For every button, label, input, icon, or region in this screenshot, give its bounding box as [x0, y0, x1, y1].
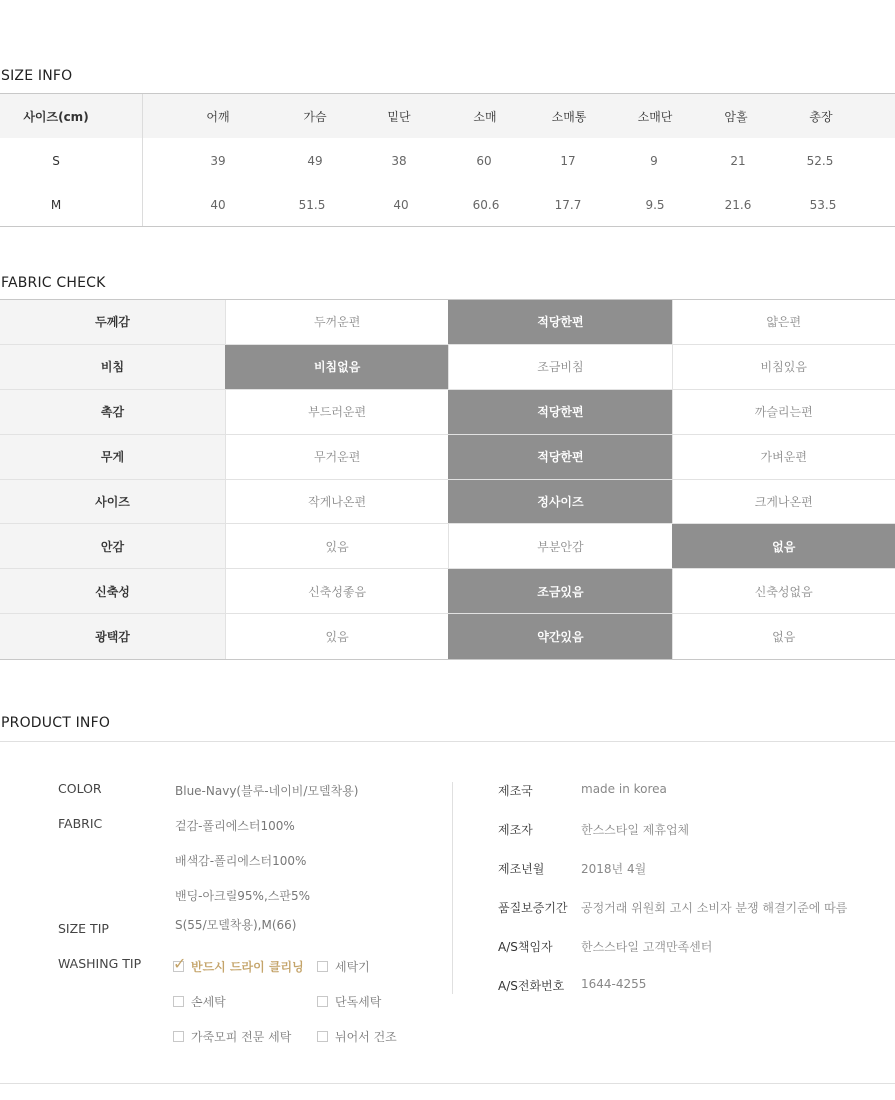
size-tip-label: SIZE TIP: [58, 921, 109, 936]
washing-option-label: 뉘어서 건조: [335, 1030, 397, 1044]
size-col-header: 어깨: [206, 109, 230, 124]
fabric-option: 작게나온편: [225, 480, 448, 524]
fabric-option: 까슬리는편: [672, 390, 895, 434]
fabric-option-selected: 적당한편: [448, 435, 671, 479]
size-value: 53.5: [809, 198, 837, 212]
size-value: 60.6: [472, 198, 500, 212]
size-value: 40: [393, 198, 409, 212]
size-value: 39: [210, 154, 226, 168]
size-values: [143, 184, 895, 226]
fabric-option-selected: 없음: [672, 524, 895, 568]
checkbox-icon: [317, 996, 328, 1007]
detail-label: 제조국: [498, 784, 533, 798]
fabric-option-selected: 비침없음: [225, 345, 448, 389]
color-value: Blue-Navy(블루-네이비/모델착용): [175, 784, 359, 798]
size-table: [0, 93, 895, 227]
size-table-header: [0, 94, 895, 138]
size-value: 49: [307, 154, 323, 168]
fabric-option-selected: 적당한편: [448, 300, 671, 344]
detail-value: 2018년 4월: [581, 862, 647, 876]
size-value: 60: [476, 154, 492, 168]
size-col-header: 소매단: [637, 109, 673, 124]
fabric-row-label: 광택감: [0, 614, 225, 659]
fabric-row-label: 비침: [0, 345, 225, 389]
size-col-header: 소매통: [551, 109, 587, 124]
size-row-s: [0, 138, 895, 184]
size-col-header: 총장: [809, 109, 833, 124]
fabric-check-title: FABRIC CHECK: [1, 275, 106, 291]
washing-option-machine: [317, 958, 370, 975]
size-tip-value: S(55/모델착용),M(66): [175, 918, 297, 932]
fabric-option: 있음: [225, 614, 448, 659]
size-header-cell: 사이즈(cm): [0, 94, 143, 138]
fabric-option-selected: 조금있음: [448, 569, 671, 613]
size-value: 21.6: [724, 198, 752, 212]
washing-option-label: 가죽모피 전문 세탁: [191, 1030, 292, 1044]
washing-option-label: 손세탁: [191, 995, 226, 1009]
fabric-row: [0, 569, 895, 614]
fabric-row-label: 신축성: [0, 569, 225, 613]
washing-option-dry-clean: [173, 954, 304, 975]
fabric-option: 신축성없음: [672, 569, 895, 613]
fabric-option: 신축성좋음: [225, 569, 448, 613]
checked-checkbox-icon: ✓: [173, 954, 187, 973]
size-label: S: [0, 138, 143, 184]
size-value: 17: [560, 154, 576, 168]
washing-option-separate: [317, 993, 381, 1010]
bottom-divider: [0, 1083, 895, 1084]
fabric-option: 없음: [672, 614, 895, 659]
size-value: 9.5: [645, 198, 665, 212]
washing-option-label: 반드시 드라이 클리닝: [191, 960, 304, 974]
size-value: 9: [650, 154, 658, 168]
size-values: [143, 138, 895, 184]
checkbox-icon: [173, 1031, 184, 1042]
size-row-m: [0, 184, 895, 226]
fabric-row: [0, 614, 895, 659]
fabric-row-label: 안감: [0, 524, 225, 568]
fabric-option: 두꺼운편: [225, 300, 448, 344]
fabric-row-label: 사이즈: [0, 480, 225, 524]
fabric-option: 무거운편: [225, 435, 448, 479]
fabric-option: 부분안감: [448, 524, 671, 568]
checkbox-icon: [317, 1031, 328, 1042]
detail-value: made in korea: [581, 782, 667, 796]
fabric-option: 얇은편: [672, 300, 895, 344]
size-info-title: SIZE INFO: [1, 68, 73, 84]
fabric-option-selected: 정사이즈: [448, 480, 671, 524]
fabric-row: [0, 300, 895, 345]
size-value: 51.5: [298, 198, 326, 212]
size-value: 38: [391, 154, 407, 168]
size-value: 17.7: [554, 198, 582, 212]
product-info-vertical-divider: [452, 782, 453, 994]
fabric-option: 있음: [225, 524, 448, 568]
size-label: M: [0, 184, 143, 226]
size-value: 21: [730, 154, 746, 168]
checkbox-icon: [317, 961, 328, 972]
fabric-table: [0, 299, 895, 660]
detail-value: 한스스타일 고객만족센터: [581, 940, 713, 954]
fabric-row: [0, 345, 895, 390]
fabric-label: FABRIC: [58, 816, 103, 831]
washing-option-label: 단독세탁: [335, 995, 382, 1009]
detail-label: 제조년월: [498, 862, 545, 876]
size-value: 40: [210, 198, 226, 212]
detail-label: 품질보증기간: [498, 901, 568, 915]
fabric-option: 비침있음: [672, 345, 895, 389]
detail-label: 제조자: [498, 823, 533, 837]
fabric-row: [0, 480, 895, 525]
detail-label: A/S책임자: [498, 940, 553, 954]
fabric-option: 부드러운편: [225, 390, 448, 434]
size-col-header: 소매: [473, 109, 497, 124]
fabric-row-label: 두께감: [0, 300, 225, 344]
size-col-header: 암홀: [724, 109, 748, 124]
fabric-option-selected: 적당한편: [448, 390, 671, 434]
checkbox-icon: [173, 996, 184, 1007]
fabric-row: [0, 524, 895, 569]
washing-option-hand: [173, 993, 226, 1010]
fabric-value: 밴딩-아크릴95%,스판5%: [175, 889, 310, 903]
fabric-value: 겉감-폴리에스터100%: [175, 819, 295, 833]
size-value: 52.5: [806, 154, 834, 168]
detail-value: 한스스타일 제휴업체: [581, 823, 690, 837]
product-info-title: PRODUCT INFO: [1, 715, 111, 731]
detail-value: 1644-4255: [581, 977, 647, 991]
fabric-option: 가벼운편: [672, 435, 895, 479]
color-label: COLOR: [58, 781, 102, 796]
fabric-row: [0, 435, 895, 480]
fabric-row-label: 무게: [0, 435, 225, 479]
size-header-columns: [143, 94, 895, 138]
washing-option-flat-dry: [317, 1028, 397, 1045]
fabric-option: 크게나온편: [672, 480, 895, 524]
size-col-header: 가슴: [303, 109, 327, 124]
detail-value: 공정거래 위원회 고시 소비자 분쟁 해결기준에 따름: [581, 901, 848, 915]
fabric-option: 조금비침: [448, 345, 671, 389]
washing-tip-label: WASHING TIP: [58, 956, 142, 971]
detail-label: A/S전화번호: [498, 979, 565, 993]
product-info-divider: [0, 741, 895, 742]
fabric-row: [0, 390, 895, 435]
size-col-header: 밑단: [387, 109, 411, 124]
fabric-value: 배색감-폴리에스터100%: [175, 854, 307, 868]
fabric-option-selected: 약간있음: [448, 614, 671, 659]
washing-option-label: 세탁기: [335, 960, 370, 974]
washing-option-leather: [173, 1028, 291, 1045]
fabric-row-label: 촉감: [0, 390, 225, 434]
